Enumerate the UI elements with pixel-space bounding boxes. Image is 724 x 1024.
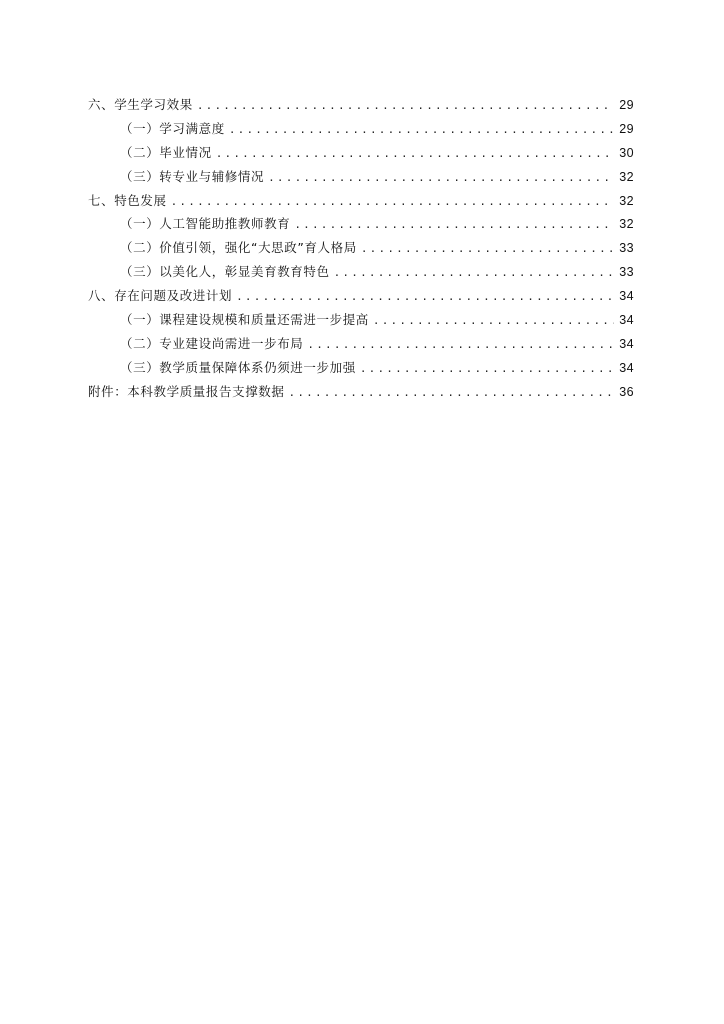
dot-leader (216, 142, 614, 166)
toc-entry-title[interactable]: （二）毕业情况 (120, 144, 212, 160)
dot-leader (334, 261, 614, 285)
toc-entry[interactable] (88, 141, 634, 165)
toc-page-number[interactable]: 34 (619, 313, 634, 328)
toc-entry[interactable] (88, 165, 634, 189)
toc-entry[interactable] (88, 284, 634, 308)
toc-entry[interactable] (88, 332, 634, 356)
dot-leader (289, 381, 614, 405)
toc-page-number[interactable]: 34 (619, 360, 634, 375)
toc-entry[interactable] (88, 93, 634, 117)
toc-entry-title[interactable]: （一）课程建设规模和质量还需进一步提高 (120, 312, 369, 328)
toc-page-number[interactable]: 29 (619, 98, 634, 112)
dot-leader (307, 333, 614, 357)
dot-leader (229, 118, 614, 142)
dot-leader (171, 190, 614, 214)
toc-page-number[interactable]: 34 (619, 336, 634, 351)
toc-entry-title[interactable]: （三）教学质量保障体系仍须进一步加强 (120, 359, 356, 375)
toc-entry[interactable] (88, 189, 634, 213)
dot-leader (268, 166, 614, 190)
toc-page-number[interactable]: 32 (619, 193, 634, 208)
dot-leader (361, 237, 614, 261)
toc-page-number[interactable]: 33 (619, 265, 634, 280)
toc-entry-title[interactable]: 附件：本科教学质量报告支撑数据 (88, 383, 285, 399)
toc-page-number[interactable]: 30 (619, 145, 634, 160)
dot-leader (360, 357, 614, 381)
toc-entry[interactable] (88, 308, 634, 332)
toc-entry-title[interactable]: 七、特色发展 (88, 192, 167, 208)
toc-entry[interactable] (88, 117, 634, 141)
toc-entry-title[interactable]: （三）转专业与辅修情况 (120, 168, 265, 184)
toc-entry-title[interactable]: （三）以美化人，彰显美育教育特色 (120, 264, 330, 280)
toc-entry[interactable] (88, 212, 634, 236)
toc-entry-title[interactable]: （一）学习满意度 (120, 120, 225, 136)
toc-page-number[interactable]: 36 (619, 384, 634, 399)
toc-page-number[interactable]: 29 (619, 121, 634, 136)
dot-leader (294, 213, 614, 237)
toc-entry[interactable] (88, 380, 634, 404)
dot-leader (236, 285, 614, 309)
toc-page-number[interactable]: 32 (619, 169, 634, 184)
toc-entry-title[interactable]: （一）人工智能助推教师教育 (120, 216, 291, 232)
table-of-contents (88, 93, 634, 404)
dot-leader (197, 94, 614, 118)
toc-page-number[interactable]: 33 (619, 241, 634, 256)
dot-leader (373, 309, 614, 333)
toc-entry[interactable] (88, 356, 634, 380)
toc-entry-title[interactable]: （二）价值引领，强化“大思政”育人格局 (120, 240, 357, 256)
toc-page-number[interactable]: 34 (619, 289, 634, 304)
toc-page-number[interactable]: 32 (619, 217, 634, 232)
toc-entry-title[interactable]: 八、存在问题及改进计划 (88, 288, 233, 304)
toc-entry-title[interactable]: （二）专业建设尚需进一步布局 (120, 335, 304, 351)
toc-entry[interactable] (88, 236, 634, 260)
toc-entry[interactable] (88, 260, 634, 284)
toc-entry-title[interactable]: 六、学生学习效果 (88, 97, 193, 112)
